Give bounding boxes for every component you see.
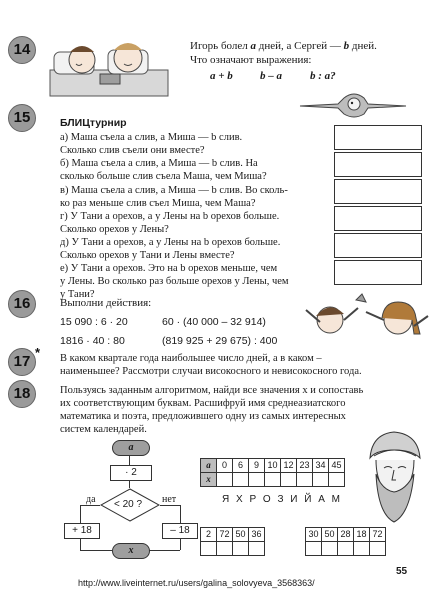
task15-title: БЛИЦтурнир: [60, 117, 127, 129]
flow-start-a: a: [112, 440, 150, 456]
task17-line1: В каком квартале года наибольшее число дней, а в каком –: [60, 353, 322, 364]
flow-end-x: x: [112, 543, 150, 559]
task14-expr3: b : a?: [310, 70, 336, 82]
table-cell-empty[interactable]: [313, 473, 329, 487]
cipher-cell: 72: [370, 528, 386, 542]
cipher-cell: 28: [338, 528, 354, 542]
cipher-letter-empty[interactable]: [354, 542, 370, 556]
task-number-14: 14: [8, 36, 36, 64]
cipher-letter-empty[interactable]: [233, 542, 249, 556]
task14-expr2: b – a: [260, 70, 282, 82]
table-cell: 9: [249, 459, 265, 473]
task18-line4: систем календарей.: [60, 424, 147, 435]
cipher-table-right: [305, 527, 386, 556]
task15-item-e: е) У Тани a орехов. Это на b орехов меньше, чем у Лены. Во сколько раз больше орехов у Лены, чем у Тани?: [60, 263, 289, 301]
table-cell-empty[interactable]: [297, 473, 313, 487]
table-header-x: x: [201, 473, 217, 487]
cipher-cell: 36: [249, 528, 265, 542]
answer-box-v[interactable]: [334, 179, 422, 204]
table-cell-empty[interactable]: [265, 473, 281, 487]
flow-minus-18: – 18: [162, 523, 198, 539]
kids-reaching-illustration: [296, 290, 432, 348]
table-cell: 23: [297, 459, 313, 473]
task16-expr1: 15 090 : 6 · 20: [60, 316, 128, 328]
cipher-table-left: [200, 527, 265, 556]
task18-line1: Пользуясь заданным алгоритмом, найди все значения x и сопоставь: [60, 385, 364, 396]
table-cell: 45: [329, 459, 345, 473]
cipher-cell: 2: [201, 528, 217, 542]
table-cell-empty[interactable]: [329, 473, 345, 487]
cipher-cell: 50: [233, 528, 249, 542]
hatchet-illustration: [298, 88, 408, 120]
answer-box-g[interactable]: [334, 206, 422, 231]
flow-multiply-2: · 2: [110, 465, 152, 481]
task14-line1: Игорь болел a дней, а Сергей — b дней.: [190, 40, 377, 52]
table-cell-empty[interactable]: [281, 473, 297, 487]
table-cell: 12: [281, 459, 297, 473]
cipher-cell: 30: [306, 528, 322, 542]
task15-item-v: в) Маша съела a слив, а Миша — b слив. Во сколь- ко раз меньше слив съел Миша, чем Маша?: [60, 185, 288, 210]
letters-row: Я Х Р О З И Й А М: [222, 494, 342, 505]
table-cell: 6: [233, 459, 249, 473]
poet-portrait-illustration: [362, 428, 426, 524]
cipher-letter-empty[interactable]: [322, 542, 338, 556]
task15-item-d: д) У Тани a орехов, а у Лены на b орехов больше. Сколько орехов у Тани и Лены вместе?: [60, 237, 281, 262]
ax-value-table: [200, 458, 345, 487]
task14-line2: Что означают выражения:: [190, 54, 312, 66]
task14-expr1: a + b: [210, 70, 233, 82]
sleeping-children-illustration: [48, 30, 170, 98]
flow-decision-label: < 20 ?: [114, 499, 143, 510]
task16-expr2: 60 · (40 000 – 32 914): [162, 316, 266, 328]
task18-line3: математика и поэта, предложившего одну из самых интересных: [60, 411, 346, 422]
source-url[interactable]: http://www.liveinternet.ru/users/galina_solovyeva_3568363/: [78, 578, 315, 588]
flow-plus-18: + 18: [64, 523, 100, 539]
answer-box-b[interactable]: [334, 152, 422, 177]
cipher-letter-empty[interactable]: [217, 542, 233, 556]
flow-no-label: нет: [162, 494, 177, 505]
answer-box-a[interactable]: [334, 125, 422, 150]
cipher-letter-empty[interactable]: [249, 542, 265, 556]
task15-item-b: б) Маша съела a слив, а Миша — b слив. На сколько больше слив съела Маша, чем Миша?: [60, 158, 267, 183]
cipher-letter-empty[interactable]: [370, 542, 386, 556]
table-cell-empty[interactable]: [217, 473, 233, 487]
page-number: 55: [396, 566, 408, 577]
table-cell: 10: [265, 459, 281, 473]
table-header-a: a: [201, 459, 217, 473]
cipher-letter-empty[interactable]: [338, 542, 354, 556]
task16-expr3: 1816 · 40 : 80: [60, 335, 125, 347]
table-cell: 0: [217, 459, 233, 473]
task16-expr4: (819 925 + 29 675) : 400: [162, 335, 278, 347]
task-number-16: 16: [8, 290, 36, 318]
task16-title: Выполни действия:: [60, 297, 152, 309]
cipher-letter-empty[interactable]: [201, 542, 217, 556]
cipher-cell: 50: [322, 528, 338, 542]
table-cell-empty[interactable]: [233, 473, 249, 487]
cipher-cell: 18: [354, 528, 370, 542]
answer-box-e[interactable]: [334, 260, 422, 285]
cipher-cell: 72: [217, 528, 233, 542]
task18-line2: их соответствующим буквам. Расшифруй имя среднеазиатского: [60, 398, 346, 409]
table-cell: 34: [313, 459, 329, 473]
cipher-letter-empty[interactable]: [306, 542, 322, 556]
task-number-17: 17 *: [8, 348, 36, 376]
task15-item-g: г) У Тани a орехов, а у Лены на b орехов больше. Сколько орехов у Лены?: [60, 211, 280, 236]
task15-item-a: а) Маша съела a слив, а Миша — b слив. Сколько слив съели они вместе?: [60, 132, 243, 157]
task17-line2: наименьшее? Рассмотри случаи високосного и невисокосного года.: [60, 366, 362, 377]
answer-box-d[interactable]: [334, 233, 422, 258]
task-number-18: 18: [8, 380, 36, 408]
flow-yes-label: да: [86, 494, 96, 505]
task-number-15: 15: [8, 104, 36, 132]
table-cell-empty[interactable]: [249, 473, 265, 487]
